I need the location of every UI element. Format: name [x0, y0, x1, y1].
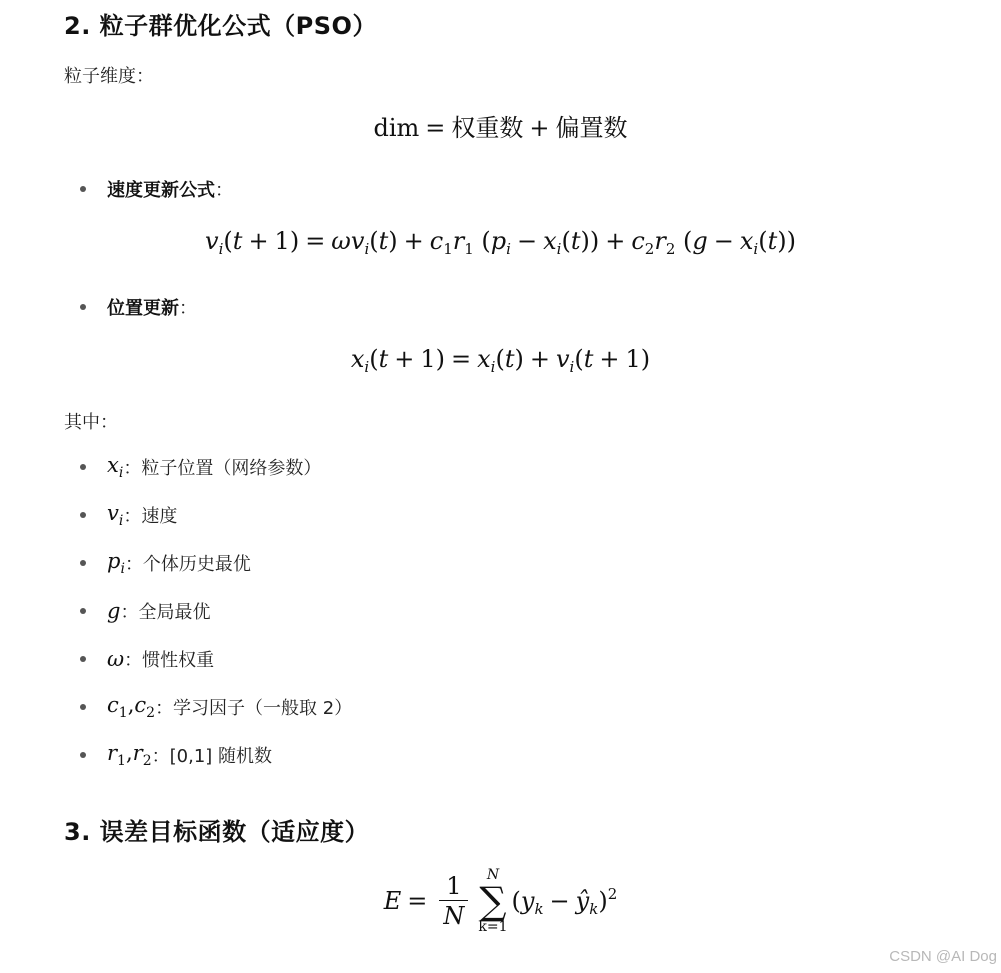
definition-item — [80, 500, 177, 530]
definition-text: ：惯性权重 — [124, 650, 215, 671]
position-colon: ： — [179, 298, 197, 319]
bullet-dot — [80, 752, 86, 758]
symbol-c1-c2: $c_1,c_2$ — [107, 693, 156, 721]
velocity-bullet — [80, 174, 233, 204]
definition-item — [80, 644, 214, 674]
definition-text: ：粒子位置（网络参数） — [123, 458, 322, 479]
definition-text: ：个体历史最优 — [124, 554, 251, 575]
definition-text: ：速度 — [123, 506, 178, 527]
plus-sign: + — [529, 114, 550, 142]
where-label: 其中： — [64, 412, 118, 433]
fitness-formula: E = $\frac{1}{N}$ N ∑ k=1 ($y_k$ − $ŷ_k)^2$ — [383, 867, 618, 935]
section-heading-pso: 2. 粒子群优化公式（PSO） — [64, 12, 377, 40]
bullet-dot — [80, 656, 86, 662]
symbol-g: g — [107, 599, 121, 623]
bullet-dot — [80, 512, 86, 518]
bullet-dot — [80, 464, 86, 470]
bullet-dot — [80, 704, 86, 710]
position-bullet — [80, 292, 197, 322]
velocity-label: 速度更新公式 — [107, 180, 215, 201]
definition-text: ：学习因子（一般取 2） — [155, 698, 353, 719]
fraction-1-over-n: $\frac{1}{N}$ — [439, 874, 468, 928]
definition-item — [80, 692, 352, 722]
watermark: CSDN @AI Dog — [889, 948, 997, 965]
dimension-intro: 粒子维度： — [64, 66, 154, 87]
velocity-update-formula: $v_i(t + 1) = \omega v_i(t) + c_1r_1$ $(p_i - x_i(t)) + c_2r_2$ $(g - x_i(t))$ — [205, 227, 796, 258]
bullet-dot — [80, 186, 86, 192]
symbol-p-i: $p_i$ — [107, 549, 125, 577]
bullet-dot — [80, 304, 86, 310]
symbol-omega: ω — [107, 647, 125, 671]
symbol-v-i: $v_i$ — [107, 501, 124, 529]
bullet-dot — [80, 560, 86, 566]
dim-symbol: dim — [373, 114, 420, 142]
position-update-formula: $x_i(t + 1) = x_i(t) + v_i(t + 1)$ — [350, 345, 651, 376]
definition-item — [80, 548, 251, 578]
symbol-x-i: $x_i$ — [107, 453, 124, 481]
velocity-colon: ： — [215, 180, 233, 201]
definition-text: ：全局最优 — [120, 602, 211, 623]
symbol-r1-r2: $r_1,r_2$ — [107, 741, 152, 769]
definition-item — [80, 740, 272, 770]
definition-item — [80, 452, 321, 482]
bullet-dot — [80, 608, 86, 614]
dimension-formula — [0, 108, 1001, 143]
section-heading-fitness: 3. 误差目标函数（适应度） — [64, 818, 370, 846]
definition-text: ：[0,1] 随机数 — [151, 746, 273, 767]
summation-symbol: N ∑ k=1 — [478, 867, 508, 935]
equals-sign: = — [425, 114, 446, 142]
bias-count-term: 偏置数 — [555, 114, 628, 142]
position-label: 位置更新 — [107, 298, 179, 319]
weight-count-term: 权重数 — [451, 114, 524, 142]
definition-item — [80, 596, 210, 626]
